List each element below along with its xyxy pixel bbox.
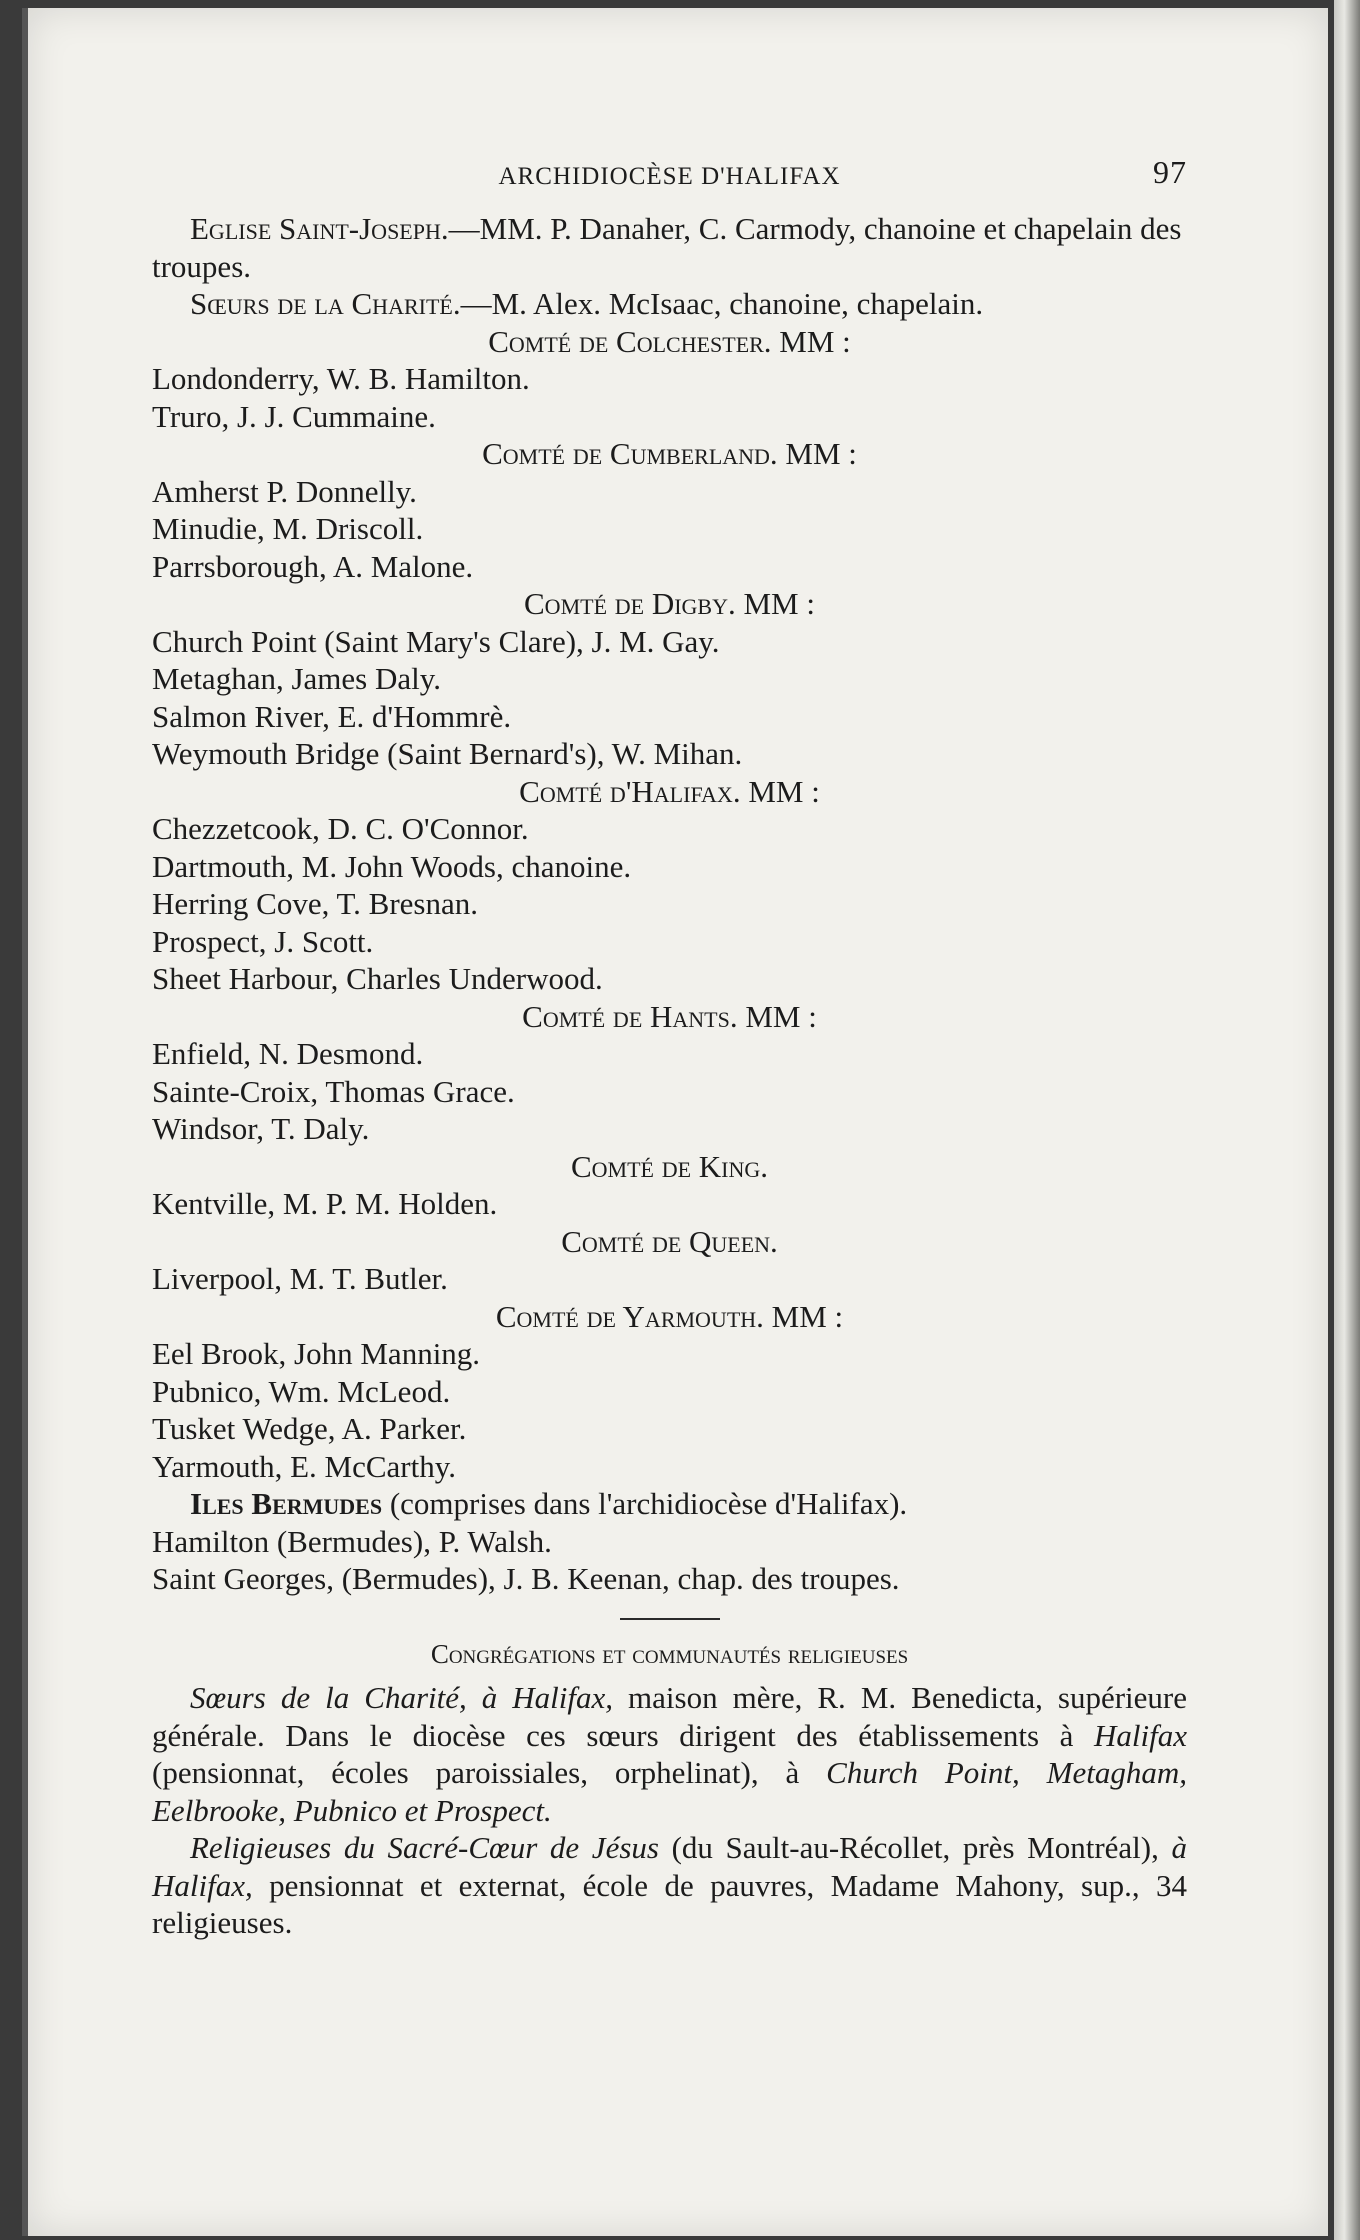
- parish-entry: Metaghan, James Daly.: [152, 661, 441, 696]
- page-number: 97: [1153, 154, 1187, 190]
- parish-entry: Liverpool, M. T. Butler.: [152, 1261, 448, 1296]
- book-page: [22, 8, 1328, 2236]
- page-text: [152, 154, 1187, 1942]
- parish-entry: Tusket Wedge, A. Parker.: [152, 1411, 467, 1446]
- eglise-lead: Eglise Saint-Joseph.: [190, 211, 449, 246]
- parish-entry: Londonderry, W. B. Hamilton.: [152, 361, 530, 396]
- parish-entry: Kentville, M. P. M. Holden.: [152, 1186, 498, 1221]
- header-title: ARCHIDIOCÈSE D'HALIFAX: [498, 163, 841, 190]
- parish-entry: Prospect, J. Scott.: [152, 923, 374, 959]
- parish-entry: Eel Brook, John Manning.: [152, 1336, 481, 1371]
- county-heading: Comté de Queen.: [561, 1223, 778, 1259]
- parish-entry: Sheet Harbour, Charles Underwood.: [152, 961, 603, 996]
- county-heading: Comté de Hants. MM :: [522, 998, 817, 1034]
- parish-entry: Salmon River, E. d'Hommrè.: [152, 698, 512, 734]
- c2-a: Religieuses du Sacré-Cœur de Jésus: [190, 1830, 659, 1865]
- soeurs-paragraph: [152, 285, 1187, 323]
- parish-entry: Truro, J. J. Cummaine.: [152, 398, 436, 434]
- county-heading: Comté de King.: [570, 1148, 769, 1184]
- county-heading: Comté de Yarmouth. MM :: [495, 1298, 844, 1334]
- c1-a: Sœurs de la Charité, à Halifax,: [190, 1680, 614, 1715]
- parish-entry: Weymouth Bridge (Saint Bernard's), W. Mihan.: [152, 736, 743, 771]
- congregation-paragraph: [152, 1829, 1187, 1942]
- bermudes-lead: Iles Bermudes: [190, 1486, 383, 1521]
- county-list: [152, 323, 1187, 1486]
- bermudes-entry: Hamilton (Bermudes), P. Walsh.: [152, 1523, 552, 1559]
- parish-entry: Yarmouth, E. McCarthy.: [152, 1448, 456, 1484]
- bermudes-entry: Saint Georges, (Bermudes), J. B. Keenan, chap. des troupes.: [152, 1561, 900, 1596]
- soeurs-lead: Sœurs de la Charité.: [190, 286, 461, 321]
- parish-entry: Pubnico, Wm. McLeod.: [152, 1373, 451, 1409]
- page-edge: [1334, 0, 1360, 2240]
- parish-entry: Windsor, T. Daly.: [152, 1111, 370, 1146]
- bermudes-paragraph: [152, 1485, 1187, 1523]
- c1-b: maison mère, R. M. Benedicta, supérieure générale. Dans le diocèse ces sœurs dirigent des établissements à: [152, 1680, 1187, 1753]
- eglise-text: —MM. P. Danaher, C. Carmody, chanoine et chapelain des troupes.: [152, 211, 1182, 284]
- c1-e: Church Point, Metagham, Eelbrooke, Pubnico et Prospect.: [152, 1755, 1187, 1828]
- county-heading: Comté de Cumberland. MM :: [482, 436, 857, 471]
- running-header: [152, 154, 1187, 210]
- parish-entry: Minudie, M. Driscoll.: [152, 511, 424, 546]
- parish-entry: Amherst P. Donnelly.: [152, 473, 417, 509]
- section-divider: [620, 1618, 720, 1620]
- parish-entry: Sainte-Croix, Thomas Grace.: [152, 1073, 515, 1109]
- parish-entry: Parrsborough, A. Malone.: [152, 548, 474, 584]
- parish-entry: Chezzetcook, D. C. O'Connor.: [152, 811, 529, 846]
- eglise-paragraph: [152, 210, 1187, 285]
- c2-d: pensionnat et externat, école de pauvres, Madame Mahony, sup., 34 religieuses.: [152, 1867, 1187, 1940]
- parish-entry: Church Point (Saint Mary's Clare), J. M. Gay.: [152, 623, 720, 659]
- parish-entry: Enfield, N. Desmond.: [152, 1036, 424, 1071]
- c1-c: Halifax: [1094, 1717, 1187, 1753]
- bermudes-text: (comprises dans l'archidiocèse d'Halifax).: [382, 1486, 908, 1521]
- c2-c: à Halifax,: [152, 1830, 1187, 1903]
- county-heading: Comté d'Halifax. MM :: [519, 773, 820, 809]
- county-heading: Comté de Colchester. MM :: [488, 323, 851, 359]
- congregations-heading: Congrégations et communautés religieuses: [430, 1638, 909, 1669]
- congregation-paragraph: [152, 1679, 1187, 1829]
- c1-d: (pensionnat, écoles paroissiales, orphelinat), à: [152, 1755, 827, 1790]
- county-heading: Comté de Digby. MM :: [524, 586, 815, 621]
- parish-entry: Dartmouth, M. John Woods, chanoine.: [152, 848, 632, 884]
- c2-b: (du Sault-au-Récollet, près Montréal),: [658, 1830, 1172, 1865]
- soeurs-text: —M. Alex. McIsaac, chanoine, chapelain.: [460, 286, 984, 321]
- parish-entry: Herring Cove, T. Bresnan.: [152, 886, 478, 921]
